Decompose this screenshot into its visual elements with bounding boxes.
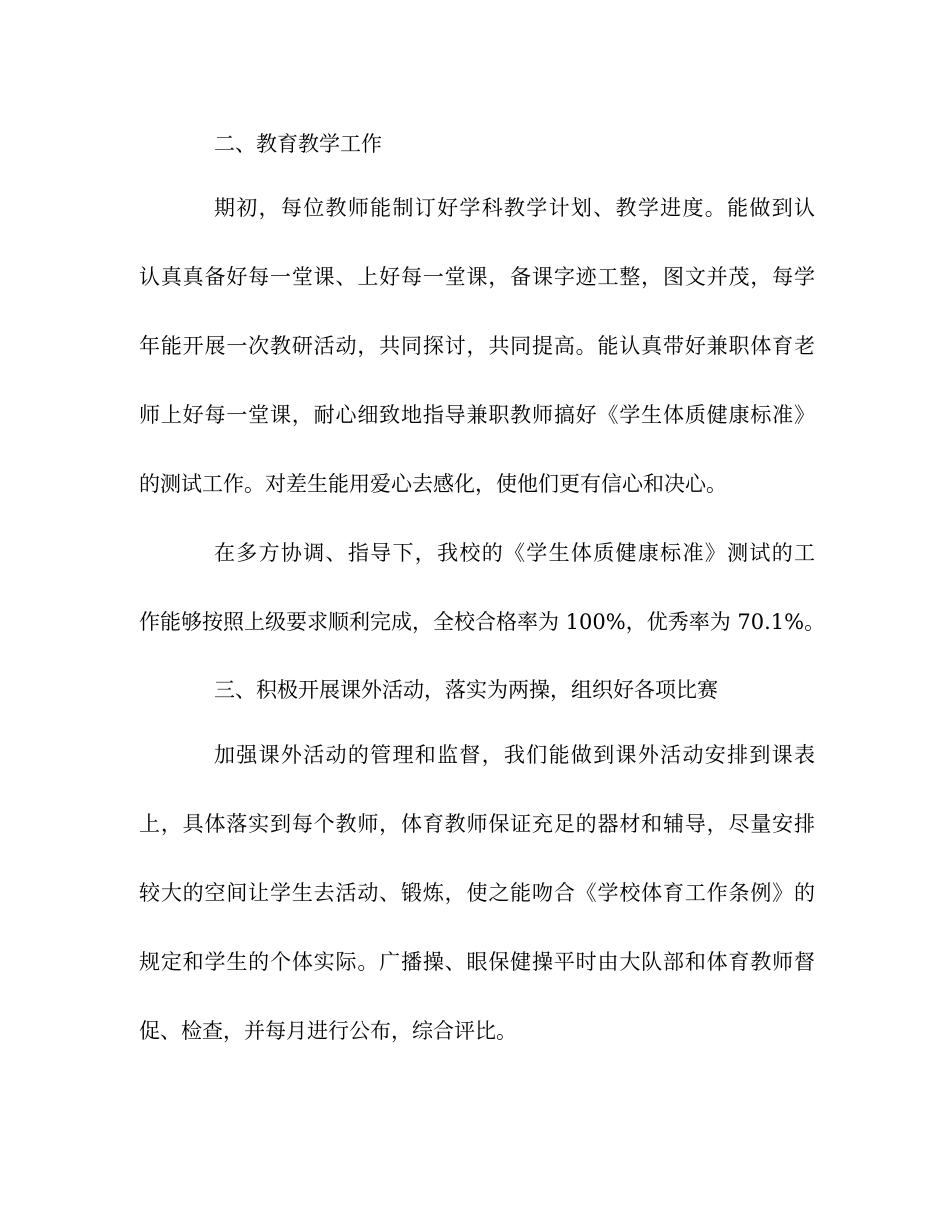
paragraph-line: 年能开展一次教研活动，共同探讨，共同提高。能认真带好兼职体育老 xyxy=(139,334,815,358)
section-heading-teaching: 二、教育教学工作 xyxy=(214,132,382,156)
section-heading-activities: 三、积极开展课外活动，落实为两操，组织好各项比赛 xyxy=(214,678,718,702)
paragraph-line: 上，具体落实到每个教师，体育教师保证充足的器材和辅导，尽量安排 xyxy=(139,812,815,836)
paragraph-line: 规定和学生的个体实际。广播操、眼保健操平时由大队部和体育教师督 xyxy=(139,950,815,974)
paragraph-line: 加强课外活动的管理和监督，我们能做到课外活动安排到课表 xyxy=(214,743,815,767)
paragraph-line: 期初，每位教师能制订好学科教学计划、教学进度。能做到认 xyxy=(214,196,815,220)
paragraph-line: 在多方协调、指导下，我校的《学生体质健康标准》测试的工 xyxy=(214,541,815,565)
paragraph-line: 认真真备好每一堂课、上好每一堂课，备课字迹工整，图文并茂，每学 xyxy=(139,265,815,289)
paragraph-line: 的测试工作。对差生能用爱心去感化，使他们更有信心和决心。 xyxy=(139,472,727,496)
paragraph-line: 较大的空间让学生去活动、锻炼，使之能吻合《学校体育工作条例》的 xyxy=(139,881,815,905)
paragraph-line: 师上好每一堂课，耐心细致地指导兼职教师搞好《学生体质健康标准》 xyxy=(139,403,815,427)
paragraph-line: 促、检查，并每月进行公布，综合评比。 xyxy=(139,1019,517,1043)
paragraph-line: 作能够按照上级要求顺利完成，全校合格率为 100%，优秀率为 70.1%。 xyxy=(139,610,826,634)
